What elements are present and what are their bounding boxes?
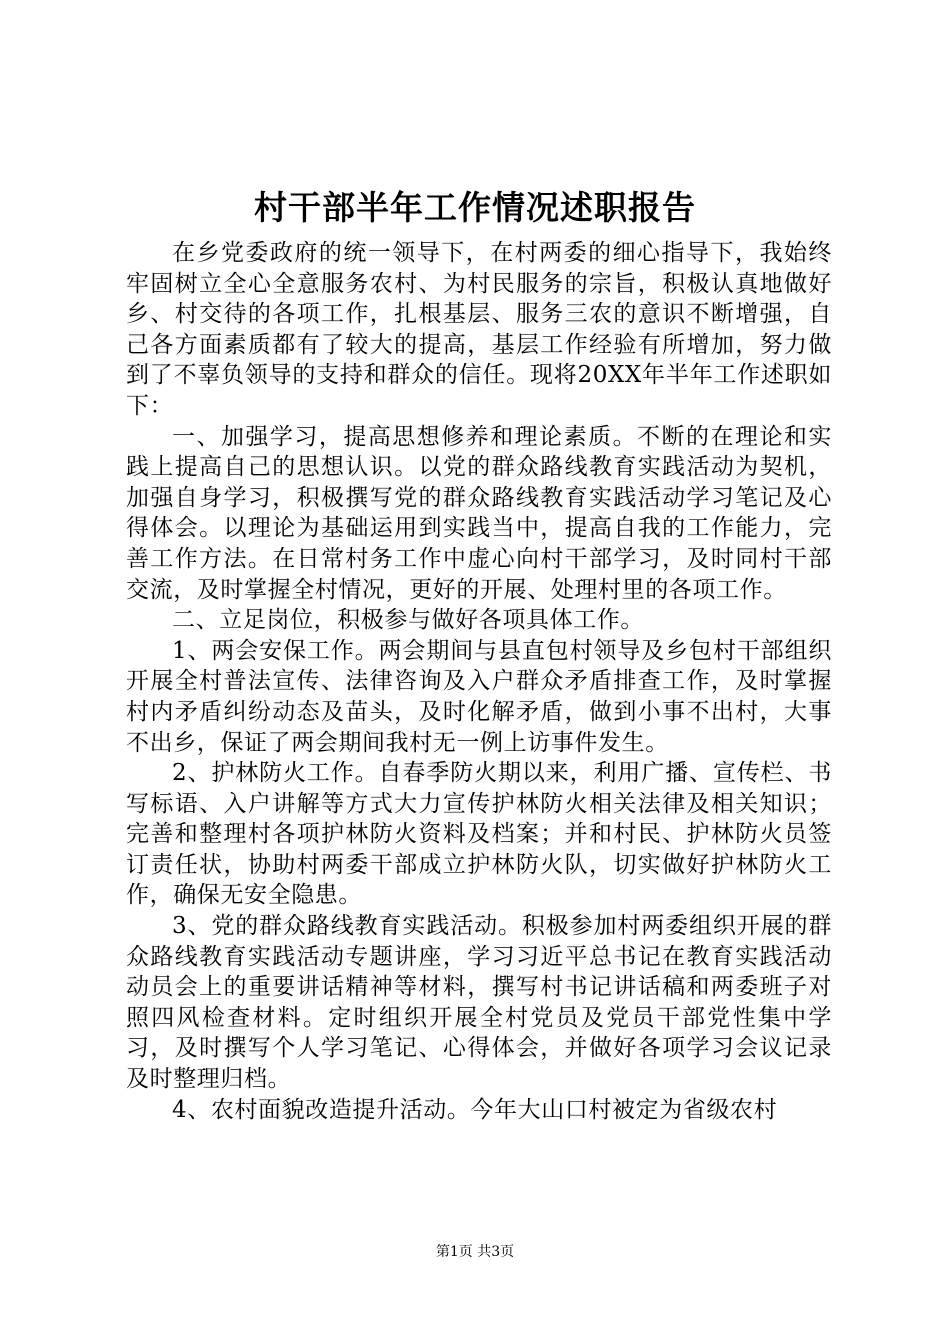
- document-title: 村干部半年工作情况述职报告: [254, 188, 696, 227]
- paragraph-section-1: 一、加强学习，提高思想修养和理论素质。不断的在理论和实践上提高自己的思想认识。以党的群众路线教育实践活动为契机，加强自身学习，积极撰写党的群众路线教育实践活动学习笔记及心得体会。以理论为基础运用到实践当中，提高自我的工作能力，完善工作方法。在日常村务工作中虚心向村干部学习，及时同村干部交流，及时掌握全村情况，更好的开展、处理村里的各项工作。: [126, 423, 832, 603]
- paragraph-item-3: 3、党的群众路线教育实践活动。积极参加村两委组织开展的群众路线教育实践活动专题讲座，学习习近平总书记在教育实践活动动员会上的重要讲话精神等材料，撰写村书记讲话稿和两委班子对照四风检查材料。定时组织开展全村党员及党员干部党性集中学习，及时撰写个人学习笔记、心得体会，并做好各项学习会议记录及时整理归档。: [126, 913, 832, 1093]
- paragraph-section-2: 二、立足岗位，积极参与做好各项具体工作。: [172, 607, 644, 634]
- paragraph-intro: 在乡党委政府的统一领导下，在村两委的细心指导下，我始终牢固树立全心全意服务农村、为村民服务的宗旨，积极认真地做好乡、村交待的各项工作，扎根基层、服务三农的意识不断增强，自己各方面素质都有了较大的提高，基层工作经验有所增加，努力做到了不辜负领导的支持和群众的信任。现将20XX年半年工作述职如下：: [126, 240, 832, 419]
- document-body: [126, 238, 832, 1125]
- paragraph-item-2: 2、护林防火工作。自春季防火期以来，利用广播、宣传栏、书写标语、入户讲解等方式大力宣传护林防火相关法律及相关知识；完善和整理村各项护林防火资料及档案；并和村民、护林防火员签订责任状，协助村两委干部成立护林防火队，切实做好护林防火工作，确保无安全隐患。: [126, 760, 832, 909]
- paragraph-item-4: 4、农村面貌改造提升活动。今年大山口村被定为省级农村: [172, 1096, 778, 1123]
- page-footer: 第1页 共3页: [435, 1244, 515, 1260]
- paragraph-item-1: 1、两会安保工作。两会期间与县直包村领导及乡包村干部组织开展全村普法宣传、法律咨询及入户群众矛盾排查工作，及时掌握村内矛盾纠纷动态及苗头，及时化解矛盾，做到小事不出村，大事不出乡，保证了两会期间我村无一例上访事件发生。: [126, 637, 832, 756]
